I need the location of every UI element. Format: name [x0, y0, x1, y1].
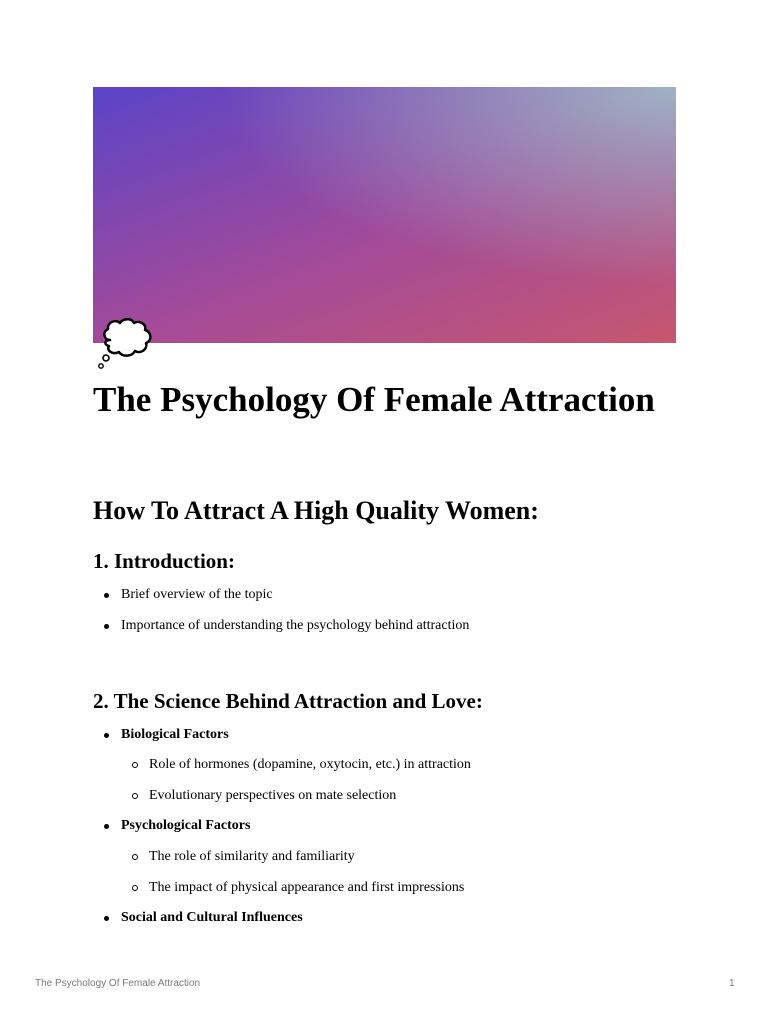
bullet-dot [104, 593, 109, 598]
page-subtitle: How To Attract A High Quality Women: [93, 496, 539, 525]
bullet-dot [104, 916, 109, 921]
bullet-dot [104, 733, 109, 738]
bullet-circle [132, 885, 138, 891]
footer-page-number: 1 [729, 978, 735, 989]
sub-list-item: Role of hormones (dopamine, oxytocin, etc.) in attraction [149, 756, 471, 774]
footer-doc-title: The Psychology Of Female Attraction [35, 978, 201, 989]
list-item: Psychological Factors [121, 817, 250, 835]
bullet-dot [104, 824, 109, 829]
thought-bubble-icon [96, 318, 156, 372]
sub-list-item: The role of similarity and familiarity [149, 848, 355, 866]
section-heading-science: 2. The Science Behind Attraction and Love: [93, 689, 483, 713]
bullet-circle [132, 854, 138, 860]
page-title: The Psychology Of Female Attraction [93, 380, 655, 419]
sub-list-item: The impact of physical appearance and first impressions [149, 879, 464, 897]
bullet-circle [132, 762, 138, 768]
list-item: Brief overview of the topic [121, 586, 273, 604]
sub-list-item: Evolutionary perspectives on mate selection [149, 787, 396, 805]
bullet-dot [104, 624, 109, 629]
list-item: Importance of understanding the psychology behind attraction [121, 617, 469, 635]
cover-image [93, 87, 676, 343]
list-item: Social and Cultural Influences [121, 909, 303, 927]
list-item: Biological Factors [121, 726, 229, 744]
section-heading-introduction: 1. Introduction: [93, 549, 235, 573]
bullet-circle [132, 793, 138, 799]
